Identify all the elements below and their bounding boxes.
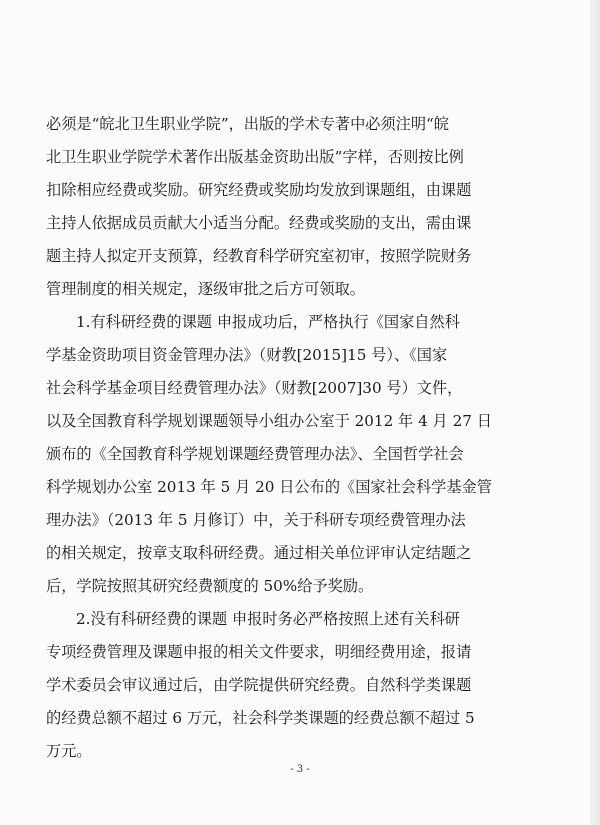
text-line-6 xyxy=(46,273,552,306)
text-line-18 xyxy=(46,669,552,702)
line-13-text: 理办法》（2013 年 5 月修订）中，关于科研专项经费管理办法 xyxy=(46,511,466,529)
line-20-text: 万元。 xyxy=(46,742,92,760)
line-12-text: 科学规划办公室 2013 年 5 月 20 日公布的《国家社会科学基金管 xyxy=(46,478,492,496)
text-line-19 xyxy=(46,702,552,735)
line-10-text: 以及全国教育科学规划课题领导小组办公室于 2012 年 4 月 27 日 xyxy=(46,412,492,430)
page-number: - 3 - xyxy=(290,764,310,775)
scan-edge xyxy=(590,0,600,825)
text-line-17 xyxy=(46,636,552,669)
line-16-text: 2.没有科研经费的课题 申报时务必严格按照上述有关科研 xyxy=(76,610,460,628)
text-line-5 xyxy=(46,240,552,273)
line-15-text: 后，学院按照其研究经费额度的 50%给予奖励。 xyxy=(46,577,374,595)
text-line-11 xyxy=(46,438,552,471)
text-line-1 xyxy=(46,108,552,141)
line-2-text: 北卫生职业学院学术著作出版基金资助出版”字样，否则按比例 xyxy=(46,148,464,166)
text-line-8 xyxy=(46,339,552,372)
line-1-text: 必须是“皖北卫生职业学院”，出版的学术专著中必须注明“皖 xyxy=(46,115,449,133)
line-18-text: 学术委员会审议通过后，由学院提供研究经费。自然科学类课题 xyxy=(46,676,472,694)
body-text xyxy=(46,108,552,768)
line-19-text: 的经费总额不超过 6 万元，社会科学类课题的经费总额不超过 5 xyxy=(46,709,475,727)
line-17-text: 专项经费管理及课题申报的相关文件要求，明细经费用途，报请 xyxy=(46,643,472,661)
line-8-text: 学基金资助项目资金管理办法》（财教[2015]15 号）、《国家 xyxy=(46,346,448,364)
line-6-text: 管理制度的相关规定，逐级审批之后方可领取。 xyxy=(46,280,365,298)
text-line-2 xyxy=(46,141,552,174)
text-line-9 xyxy=(46,372,552,405)
line-11-text: 颁布的《全国教育科学规划课题经费管理办法》、全国哲学社会 xyxy=(46,445,464,463)
text-line-7 xyxy=(46,306,552,339)
text-line-3 xyxy=(46,174,552,207)
text-line-10 xyxy=(46,405,552,438)
line-5-text: 题主持人拟定开支预算，经教育科学研究室初审，按照学院财务 xyxy=(46,247,472,265)
text-line-4 xyxy=(46,207,552,240)
line-9-text: 社会科学基金项目经费管理办法》（财教[2007]30 号）文件， xyxy=(46,379,463,397)
text-line-14 xyxy=(46,537,552,570)
text-line-16 xyxy=(46,603,552,636)
line-3-text: 扣除相应经费或奖励。研究经费或奖励均发放到课题组，由课题 xyxy=(46,181,472,199)
text-line-13 xyxy=(46,504,552,537)
text-line-15 xyxy=(46,570,552,603)
line-14-text: 的相关规定，按章支取科研经费。通过相关单位评审认定结题之 xyxy=(46,544,472,562)
line-7-text: 1.有科研经费的课题 申报成功后，严格执行《国家自然科 xyxy=(76,313,460,331)
line-4-text: 主持人依据成员贡献大小适当分配。经费或奖励的支出，需由课 xyxy=(46,214,472,232)
text-line-12 xyxy=(46,471,552,504)
